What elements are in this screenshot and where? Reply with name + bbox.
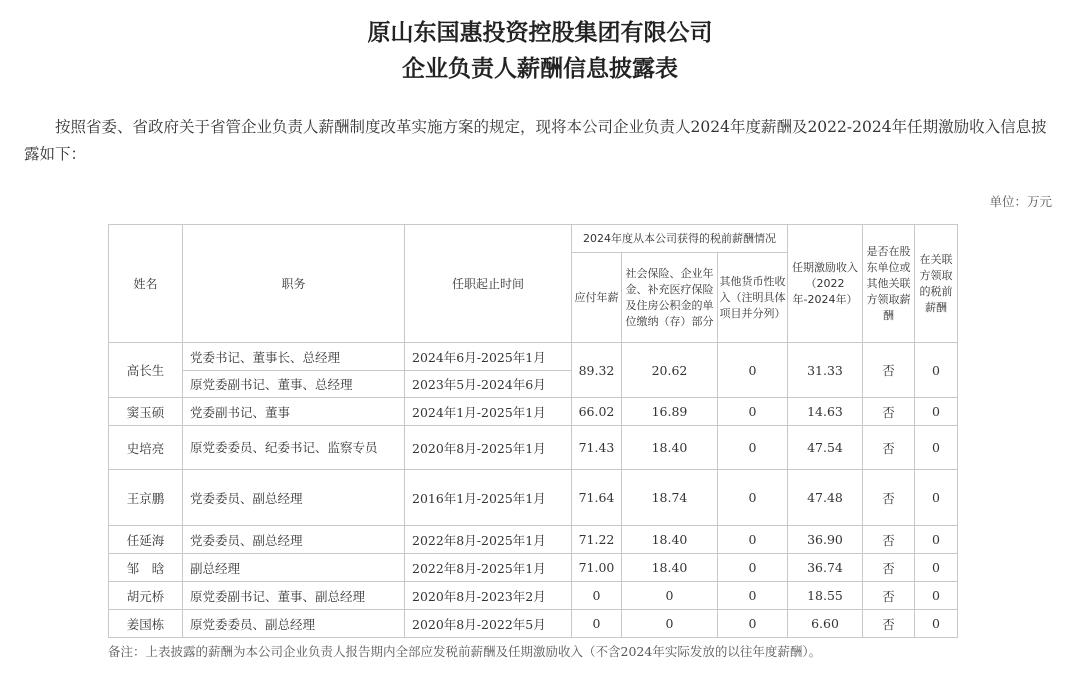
cell-salary: 89.32 [572,343,622,398]
cell-term: 2020年8月-2025年1月 [405,426,572,470]
cell-insurance: 0 [622,582,718,610]
cell-related-pay: 0 [915,398,958,426]
cell-position: 原党委副书记、董事、副总经理 [183,582,405,610]
header-annual-salary: 应付年薪 [572,253,622,343]
cell-name: 高长生 [109,343,183,398]
cell-term: 2024年1月-2025年1月 [405,398,572,426]
table-title: 企业负责人薪酬信息披露表 [402,56,678,82]
cell-shareholder-pay: 否 [863,470,915,526]
cell-name: 姜国栋 [109,610,183,638]
table-row [109,426,958,470]
cell-salary: 71.64 [572,470,622,526]
cell-salary: 71.00 [572,554,622,582]
header-related-pay: 在关联方领取的税前薪酬 [915,225,958,343]
cell-incentive: 18.55 [788,582,863,610]
footnote: 备注：上表披露的薪酬为本公司企业负责人报告期内全部应发税前薪酬及任期激励收入（不含2024年实际发放的以往年度薪酬）。 [108,644,822,659]
cell-term: 2016年1月-2025年1月 [405,470,572,526]
cell-related-pay: 0 [915,582,958,610]
cell-position: 副总经理 [183,554,405,582]
header-incentive: 任期激励收入（2022年-2024年） [788,225,863,343]
cell-other-income: 0 [718,582,788,610]
table-row [109,554,958,582]
cell-related-pay: 0 [915,526,958,554]
cell-shareholder-pay: 否 [863,398,915,426]
cell-related-pay: 0 [915,343,958,398]
intro-paragraph: 按照省委、省政府关于省管企业负责人薪酬制度改革实施方案的规定，现将本公司企业负责人2024年度薪酬及2022-2024年任期激励收入信息披露如下： [24,118,1047,163]
header-position: 职务 [183,225,405,343]
table-row [109,343,958,371]
cell-salary: 0 [572,610,622,638]
cell-other-income: 0 [718,526,788,554]
cell-incentive: 14.63 [788,398,863,426]
table-row [109,526,958,554]
cell-related-pay: 0 [915,470,958,526]
header-shareholder-pay: 是否在股东单位或其他关联方领取薪酬 [863,225,915,343]
cell-other-income: 0 [718,610,788,638]
cell-shareholder-pay: 否 [863,582,915,610]
cell-insurance: 18.74 [622,470,718,526]
cell-incentive: 47.54 [788,426,863,470]
cell-other-income: 0 [718,554,788,582]
cell-other-income: 0 [718,343,788,398]
cell-shareholder-pay: 否 [863,610,915,638]
cell-insurance: 18.40 [622,554,718,582]
cell-other-income: 0 [718,426,788,470]
cell-shareholder-pay: 否 [863,526,915,554]
cell-incentive: 6.60 [788,610,863,638]
unit-label: 单位：万元 [989,194,1052,209]
cell-incentive: 31.33 [788,343,863,398]
table-row [109,398,958,426]
cell-shareholder-pay: 否 [863,343,915,398]
salary-disclosure-table [108,224,958,638]
cell-position: 党委书记、董事长、总经理 [183,343,405,371]
cell-shareholder-pay: 否 [863,554,915,582]
cell-position: 党委委员、副总经理 [183,526,405,554]
cell-term: 2023年5月-2024年6月 [405,371,572,398]
cell-salary: 0 [572,582,622,610]
header-salary-group: 2024年度从本公司获得的税前薪酬情况 [572,225,788,253]
cell-term: 2024年6月-2025年1月 [405,343,572,371]
cell-term: 2020年8月-2022年5月 [405,610,572,638]
cell-name: 邹 晗 [109,554,183,582]
cell-term: 2022年8月-2025年1月 [405,526,572,554]
cell-salary: 71.43 [572,426,622,470]
table-row [109,610,958,638]
cell-related-pay: 0 [915,554,958,582]
cell-salary: 66.02 [572,398,622,426]
cell-related-pay: 0 [915,610,958,638]
cell-salary: 71.22 [572,526,622,554]
table-row [109,582,958,610]
cell-incentive: 47.48 [788,470,863,526]
cell-name: 任延海 [109,526,183,554]
cell-position: 原党委委员、副总经理 [183,610,405,638]
header-name: 姓名 [109,225,183,343]
cell-incentive: 36.74 [788,554,863,582]
cell-insurance: 0 [622,610,718,638]
cell-related-pay: 0 [915,426,958,470]
table-row [109,470,958,526]
header-other-income: 其他货币性收入（注明具体项目并分列） [718,253,788,343]
cell-shareholder-pay: 否 [863,426,915,470]
cell-term: 2022年8月-2025年1月 [405,554,572,582]
cell-name: 胡元桥 [109,582,183,610]
cell-other-income: 0 [718,398,788,426]
cell-position: 党委委员、副总经理 [183,470,405,526]
cell-name: 史培亮 [109,426,183,470]
cell-position: 党委副书记、董事 [183,398,405,426]
cell-term: 2020年8月-2023年2月 [405,582,572,610]
cell-insurance: 20.62 [622,343,718,398]
header-insurance: 社会保险、企业年金、补充医疗保险及住房公积金的单位缴纳（存）部分 [622,253,718,343]
cell-name: 王京鹏 [109,470,183,526]
company-title: 原山东国惠投资控股集团有限公司 [367,20,713,46]
cell-name: 窦玉硕 [109,398,183,426]
cell-insurance: 16.89 [622,398,718,426]
cell-insurance: 18.40 [622,526,718,554]
cell-insurance: 18.40 [622,426,718,470]
cell-incentive: 36.90 [788,526,863,554]
cell-other-income: 0 [718,470,788,526]
header-term: 任职起止时间 [405,225,572,343]
cell-position: 原党委副书记、董事、总经理 [183,371,405,398]
cell-position: 原党委委员、纪委书记、监察专员 [183,426,405,470]
